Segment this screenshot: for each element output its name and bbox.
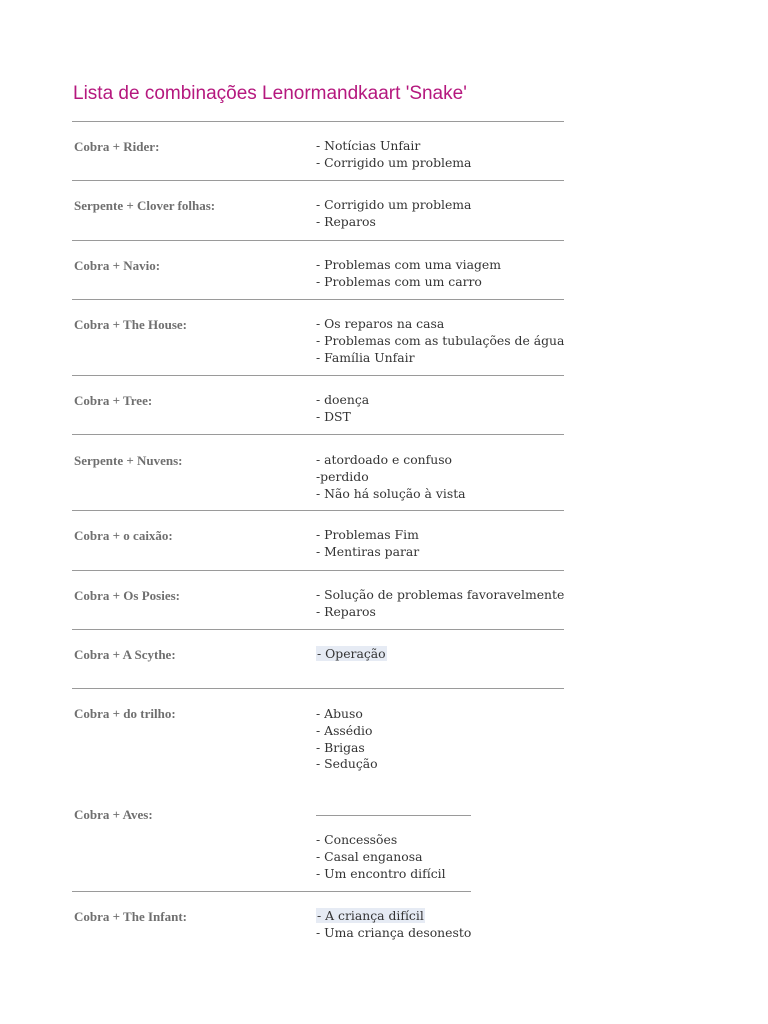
meaning-item: - Não há solução à vista [316,485,466,501]
meaning-item: - Um encontro difícil [316,865,446,881]
divider [72,510,564,511]
combination-label: Serpente + Nuvens: [74,453,183,468]
combination-label: Cobra + The Infant: [74,909,187,924]
meaning-list [316,257,501,291]
meaning-item: - Reparos [316,603,376,619]
meaning-item: - doença [316,392,370,407]
meaning-item: - Solução de problemas favoravelmente [316,587,565,602]
meaning-list [316,527,419,561]
meaning-item: - Família Unfair [316,349,415,365]
divider [72,299,564,300]
meaning-item: - Concessões [316,832,398,847]
meaning-list [316,197,471,231]
meaning-list [316,646,387,663]
meaning-item: - Os reparos na casa [316,316,445,331]
divider [72,375,564,376]
meaning-item: - Notícias Unfair [316,138,421,153]
divider [72,688,564,689]
meaning-item: - Sedução [316,756,378,772]
meaning-list [316,706,378,773]
combination-label: Cobra + Navio: [74,258,161,273]
divider [72,434,564,435]
meaning-list [316,316,564,366]
meaning-item: - Mentiras parar [316,543,420,559]
meaning-item: - Casal enganosa [316,848,423,864]
meaning-item: - Problemas com um carro [316,273,482,289]
meaning-item [316,646,387,663]
meaning-list [316,908,471,942]
meaning-list [316,392,369,426]
meaning-list [316,587,564,621]
divider [72,180,564,181]
meaning-item: - Problemas com uma viagem [316,257,502,272]
meaning-item [316,908,471,925]
meaning-list [316,452,466,502]
combination-label: Cobra + Os Posies: [74,588,180,603]
combination-label: Cobra + do trilho: [74,706,176,721]
meaning-item: - Reparos [316,213,376,229]
meaning-item: -perdido [316,468,369,484]
divider [72,240,564,241]
divider [316,815,471,816]
meaning-item: - Problemas com as tubulações de água [316,332,565,348]
combination-label: Cobra + The House: [74,317,187,332]
meaning-item: - Brigas [316,739,365,755]
combination-label: Cobra + Tree: [74,393,153,408]
meaning-item: - Corrigido um problema [316,154,472,170]
meaning-item: - Uma criança desonesto [316,924,472,940]
divider [72,570,564,571]
meaning-item: - Abuso [316,706,363,721]
page-title: Lista de combinações Lenormandkaart 'Snake' [73,83,467,104]
highlighted-text: - Operação [317,646,386,661]
divider [72,121,564,122]
meaning-item: - atordoado e confuso [316,452,453,467]
combination-label: Cobra + Rider: [74,139,160,154]
combination-label: Cobra + o caixão: [74,528,173,543]
meaning-item: - DST [316,408,351,424]
meaning-item: - Assédio [316,722,373,738]
combination-label: Serpente + Clover folhas: [74,198,216,213]
combination-label: Cobra + A Scythe: [74,647,176,662]
divider [72,891,471,892]
meaning-item: - Corrigido um problema [316,197,472,212]
combination-label: Cobra + Aves: [74,807,153,822]
meaning-item: - Problemas Fim [316,527,419,542]
highlighted-text: - A criança difícil [317,908,424,923]
meaning-list [316,832,446,882]
divider [72,629,564,630]
meaning-list [316,138,471,172]
